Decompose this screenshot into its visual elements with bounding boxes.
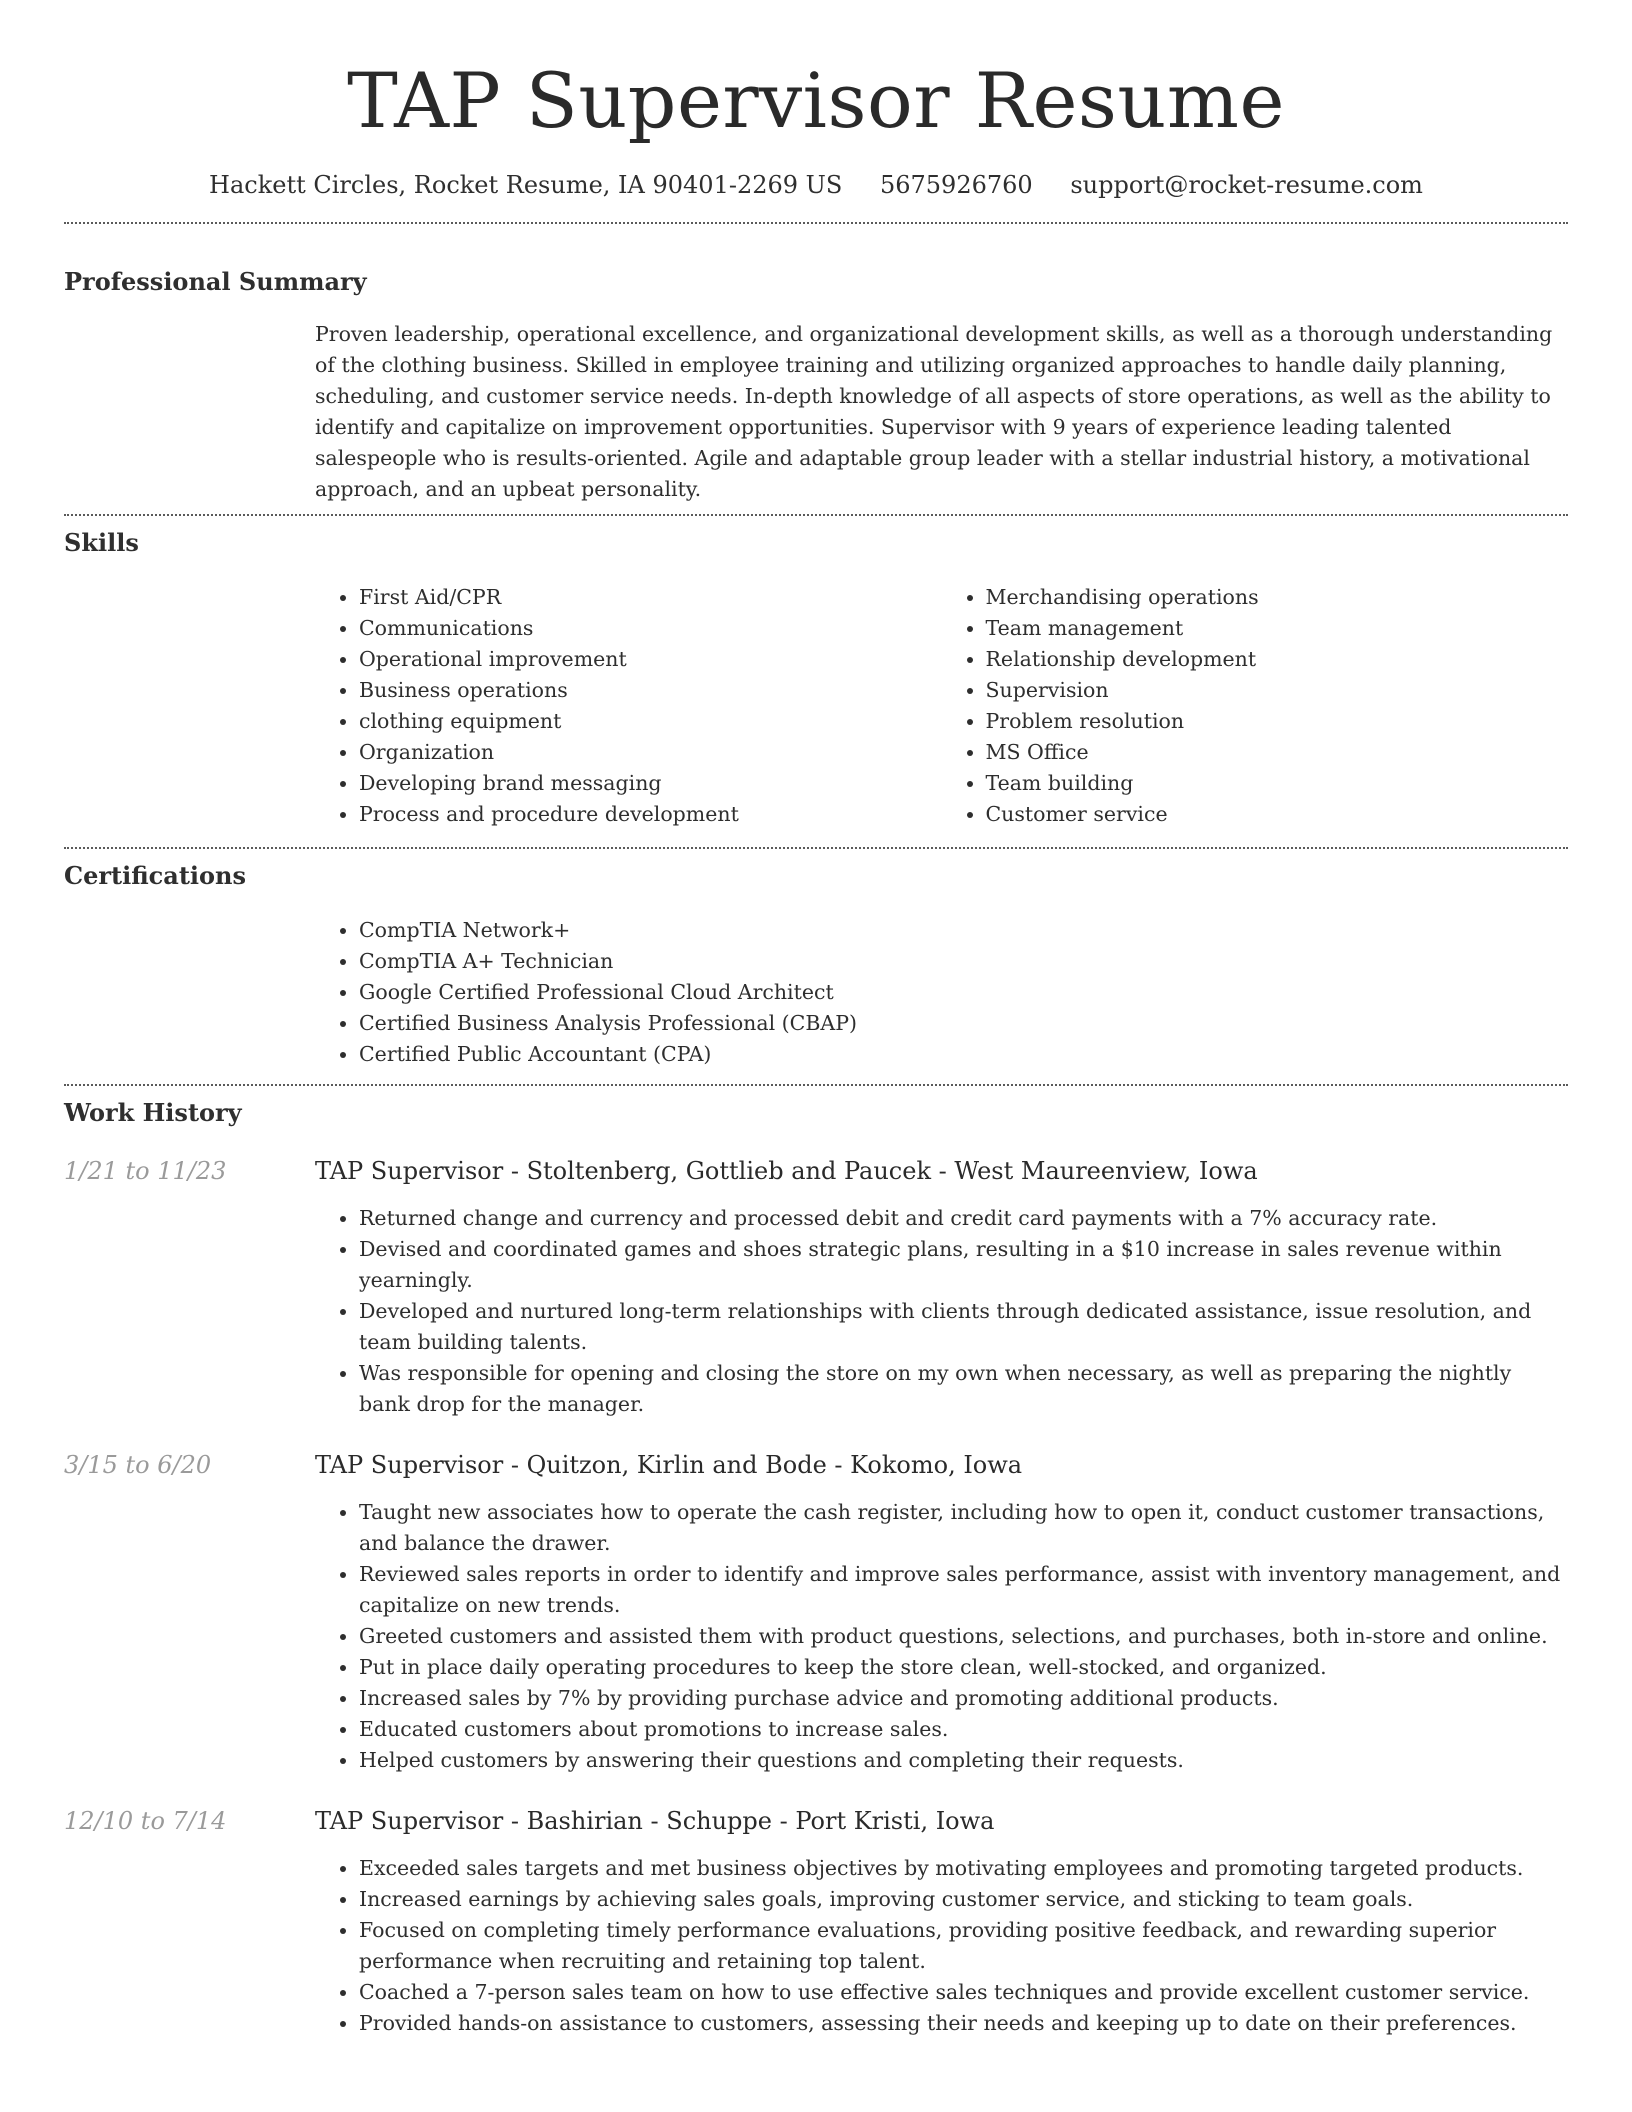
job-body [315,1853,1568,2039]
skill-item: • Process and procedure development [359,799,942,830]
skills-heading: Skills [64,528,139,557]
job-bullet: • Reviewed sales reports in order to identify and improve sales performance, assist with inventory management, and capitalize on new trends. [359,1559,1568,1621]
skill-item: • Team management [986,613,1569,644]
skill-item: • MS Office [986,737,1569,768]
contact-address: Hackett Circles, Rocket Resume, IA 90401-2269 US [209,171,843,199]
job-entry [64,1450,1568,1776]
summary-body [315,319,1568,505]
resume-page [64,0,1568,2039]
summary-text: Proven leadership, operational excellence, and organizational development skills, as well as a thorough understanding of the clothing business. Skilled in employee training and utilizing organized approaches to handle daily planning, scheduling, and customer service needs. In-depth knowledge of all aspects of store operations, as well as the ability to identify and capitalize on improvement opportunities. Supervisor with 9 years of experience leading talented salespeople who is results-oriented. Agile and adaptable group leader with a stellar industrial history, a motivational approach, and an upbeat personality. [315,322,1553,501]
skill-item: • Operational improvement [359,644,942,675]
job-entry [64,1156,1568,1420]
job-bullet: • Provided hands-on assistance to customers, assessing their needs and keeping up to date on their preferences. [359,2008,1568,2039]
job-body [315,1203,1568,1420]
skills-section [64,528,1568,830]
skills-column-right [942,582,1569,830]
work-history-jobs [64,1156,1568,2039]
section-divider [64,847,1568,849]
job-dates: 3/15 to 6/20 [64,1451,212,1479]
skills-column-left [315,582,942,830]
job-body [315,1497,1568,1776]
job-bullet: • Returned change and currency and processed debit and credit card payments with a 7% accuracy rate. [359,1203,1568,1234]
summary-section [64,267,1568,505]
job-bullet: • Taught new associates how to operate the cash register, including how to open it, conduct customer transactions, and balance the drawer. [359,1497,1568,1559]
job-bullets [315,1497,1568,1776]
job-title: TAP Supervisor - Bashirian - Schuppe - Port Kristi, Iowa [315,1807,995,1835]
skill-item: • Team building [986,768,1569,799]
section-divider [64,1084,1568,1086]
skills-list [315,582,1568,830]
job-bullet: • Was responsible for opening and closing the store on my own when necessary, as well as preparing the nightly bank drop for the manager. [359,1358,1568,1420]
job-bullet: • Exceeded sales targets and met business objectives by motivating employees and promoting targeted products. [359,1853,1568,1884]
certification-item: • Certified Business Analysis Professional (CBAP) [359,1008,1568,1039]
certification-item: • CompTIA A+ Technician [359,946,1568,977]
work-history-section [64,1098,1568,2039]
skill-item: • Merchandising operations [986,582,1569,613]
summary-heading: Professional Summary [64,267,367,296]
job-bullet: • Helped customers by answering their questions and completing their requests. [359,1745,1568,1776]
certifications-section [64,861,1568,1070]
job-bullets [315,1853,1568,2039]
job-dates: 1/21 to 11/23 [64,1157,227,1185]
job-bullet: • Greeted customers and assisted them with product questions, selections, and purchases, both in-store and online. [359,1621,1568,1652]
job-title: TAP Supervisor - Stoltenberg, Gottlieb and Paucek - West Maureenview, Iowa [315,1157,1258,1185]
skill-item: • Customer service [986,799,1569,830]
skill-item: • Organization [359,737,942,768]
certification-item: • CompTIA Network+ [359,915,1568,946]
job-bullet: • Put in place daily operating procedures to keep the store clean, well-stocked, and organized. [359,1652,1568,1683]
work-history-heading: Work History [64,1098,242,1127]
certification-item: • Google Certified Professional Cloud Architect [359,977,1568,1008]
job-bullet: • Developed and nurtured long-term relationships with clients through dedicated assistance, issue resolution, and team building talents. [359,1296,1568,1358]
certifications-heading: Certifications [64,861,247,890]
certifications-body [315,915,1568,1070]
skill-item: • Developing brand messaging [359,768,942,799]
section-divider [64,514,1568,516]
job-bullet: • Educated customers about promotions to increase sales. [359,1714,1568,1745]
contact-email: support@rocket-resume.com [1070,171,1423,199]
skill-item: • Business operations [359,675,942,706]
skill-item: • Communications [359,613,942,644]
job-entry [64,1806,1568,2039]
certification-item: • Certified Public Accountant (CPA) [359,1039,1568,1070]
job-bullet: • Focused on completing timely performance evaluations, providing positive feedback, and rewarding superior performance when recruiting and retaining top talent. [359,1915,1568,1977]
skill-item: • Supervision [986,675,1569,706]
job-bullet: • Increased sales by 7% by providing purchase advice and promoting additional products. [359,1683,1568,1714]
contact-phone: 5675926760 [879,171,1033,199]
skill-item: • clothing equipment [359,706,942,737]
job-dates: 12/10 to 7/14 [64,1807,227,1835]
job-bullets [315,1203,1568,1420]
job-bullet: • Coached a 7-person sales team on how to use effective sales techniques and provide excellent customer service. [359,1977,1568,2008]
resume-title: TAP Supervisor Resume [347,56,1285,145]
certifications-list [315,915,1568,1070]
skill-item: • Relationship development [986,644,1569,675]
job-title: TAP Supervisor - Quitzon, Kirlin and Bode - Kokomo, Iowa [315,1451,1023,1479]
skill-item: • Problem resolution [986,706,1569,737]
contact-line [64,170,1568,200]
skill-item: • First Aid/CPR [359,582,942,613]
section-divider [64,222,1568,224]
job-bullet: • Increased earnings by achieving sales goals, improving customer service, and sticking to team goals. [359,1884,1568,1915]
job-bullet: • Devised and coordinated games and shoes strategic plans, resulting in a $10 increase in sales revenue within yearningly. [359,1234,1568,1296]
